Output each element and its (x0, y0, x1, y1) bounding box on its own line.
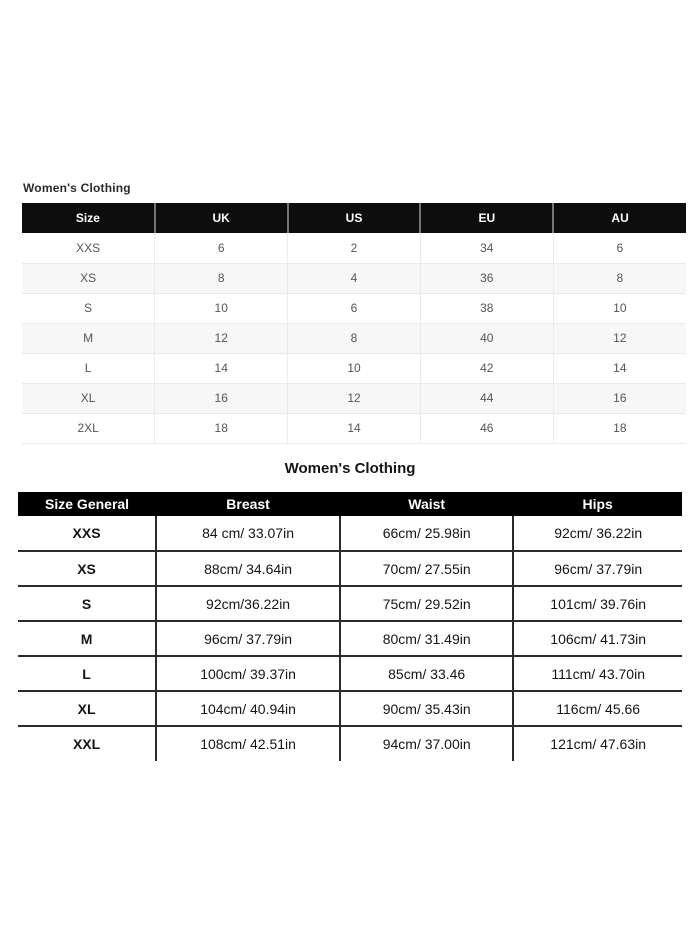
table-row (18, 621, 682, 656)
size-label-cell: M (22, 323, 155, 353)
value-cell: 121cm/ 47.63in (513, 726, 682, 761)
value-cell: 90cm/ 35.43in (340, 691, 513, 726)
value-cell: 4 (288, 263, 421, 293)
table1-header (22, 203, 686, 233)
table2-body (18, 516, 682, 761)
table1-body (22, 233, 686, 443)
value-cell: 2 (288, 233, 421, 263)
value-cell: 116cm/ 45.66 (513, 691, 682, 726)
value-cell: 108cm/ 42.51in (156, 726, 340, 761)
value-cell: 88cm/ 34.64in (156, 551, 340, 586)
value-cell: 14 (155, 353, 288, 383)
size-label-cell: XS (18, 551, 156, 586)
value-cell: 85cm/ 33.46 (340, 656, 513, 691)
value-cell: 101cm/ 39.76in (513, 586, 682, 621)
size-label-cell: 2XL (22, 413, 155, 443)
table-row (22, 413, 686, 443)
table-row (22, 353, 686, 383)
international-size-table (22, 203, 686, 444)
value-cell: 12 (288, 383, 421, 413)
value-cell: 16 (155, 383, 288, 413)
size-label-cell: S (18, 586, 156, 621)
table-row (18, 586, 682, 621)
value-cell: 14 (553, 353, 686, 383)
value-cell: 12 (155, 323, 288, 353)
size-label-cell: XXS (18, 516, 156, 551)
value-cell: 100cm/ 39.37in (156, 656, 340, 691)
table-row (18, 516, 682, 551)
table-row (18, 656, 682, 691)
column-header: Hips (513, 492, 682, 516)
value-cell: 34 (420, 233, 553, 263)
column-header: UK (155, 203, 288, 233)
column-header: AU (553, 203, 686, 233)
table-row (18, 726, 682, 761)
table-row (18, 551, 682, 586)
table-row (22, 383, 686, 413)
value-cell: 8 (155, 263, 288, 293)
size-label-cell: S (22, 293, 155, 323)
value-cell: 38 (420, 293, 553, 323)
value-cell: 14 (288, 413, 421, 443)
value-cell: 18 (553, 413, 686, 443)
value-cell: 94cm/ 37.00in (340, 726, 513, 761)
table-header-row (18, 492, 682, 516)
size-label-cell: XL (22, 383, 155, 413)
value-cell: 80cm/ 31.49in (340, 621, 513, 656)
value-cell: 16 (553, 383, 686, 413)
value-cell: 18 (155, 413, 288, 443)
column-header: Size General (18, 492, 156, 516)
column-header: Breast (156, 492, 340, 516)
table2-header (18, 492, 682, 516)
value-cell: 66cm/ 25.98in (340, 516, 513, 551)
table2-title: Women's Clothing (284, 460, 416, 477)
size-label-cell: XS (22, 263, 155, 293)
value-cell: 6 (155, 233, 288, 263)
value-cell: 40 (420, 323, 553, 353)
size-label-cell: XL (18, 691, 156, 726)
value-cell: 8 (288, 323, 421, 353)
value-cell: 46 (420, 413, 553, 443)
table1-label: Women's Clothing (23, 181, 131, 195)
value-cell: 84 cm/ 33.07in (156, 516, 340, 551)
size-label-cell: XXS (22, 233, 155, 263)
table-row (22, 233, 686, 263)
value-cell: 92cm/36.22in (156, 586, 340, 621)
value-cell: 10 (155, 293, 288, 323)
size-label-cell: XXL (18, 726, 156, 761)
table-row (22, 263, 686, 293)
value-cell: 6 (553, 233, 686, 263)
value-cell: 75cm/ 29.52in (340, 586, 513, 621)
value-cell: 8 (553, 263, 686, 293)
value-cell: 6 (288, 293, 421, 323)
value-cell: 70cm/ 27.55in (340, 551, 513, 586)
table-header-row (22, 203, 686, 233)
size-label-cell: M (18, 621, 156, 656)
table-row (22, 323, 686, 353)
value-cell: 106cm/ 41.73in (513, 621, 682, 656)
value-cell: 12 (553, 323, 686, 353)
value-cell: 104cm/ 40.94in (156, 691, 340, 726)
measurement-size-table (18, 492, 682, 761)
value-cell: 111cm/ 43.70in (513, 656, 682, 691)
size-label-cell: L (22, 353, 155, 383)
column-header: US (288, 203, 421, 233)
table-row (18, 691, 682, 726)
value-cell: 10 (288, 353, 421, 383)
column-header: Waist (340, 492, 513, 516)
value-cell: 44 (420, 383, 553, 413)
table-row (22, 293, 686, 323)
value-cell: 92cm/ 36.22in (513, 516, 682, 551)
column-header: EU (420, 203, 553, 233)
column-header: Size (22, 203, 155, 233)
value-cell: 10 (553, 293, 686, 323)
value-cell: 42 (420, 353, 553, 383)
value-cell: 96cm/ 37.79in (156, 621, 340, 656)
value-cell: 36 (420, 263, 553, 293)
value-cell: 96cm/ 37.79in (513, 551, 682, 586)
size-label-cell: L (18, 656, 156, 691)
